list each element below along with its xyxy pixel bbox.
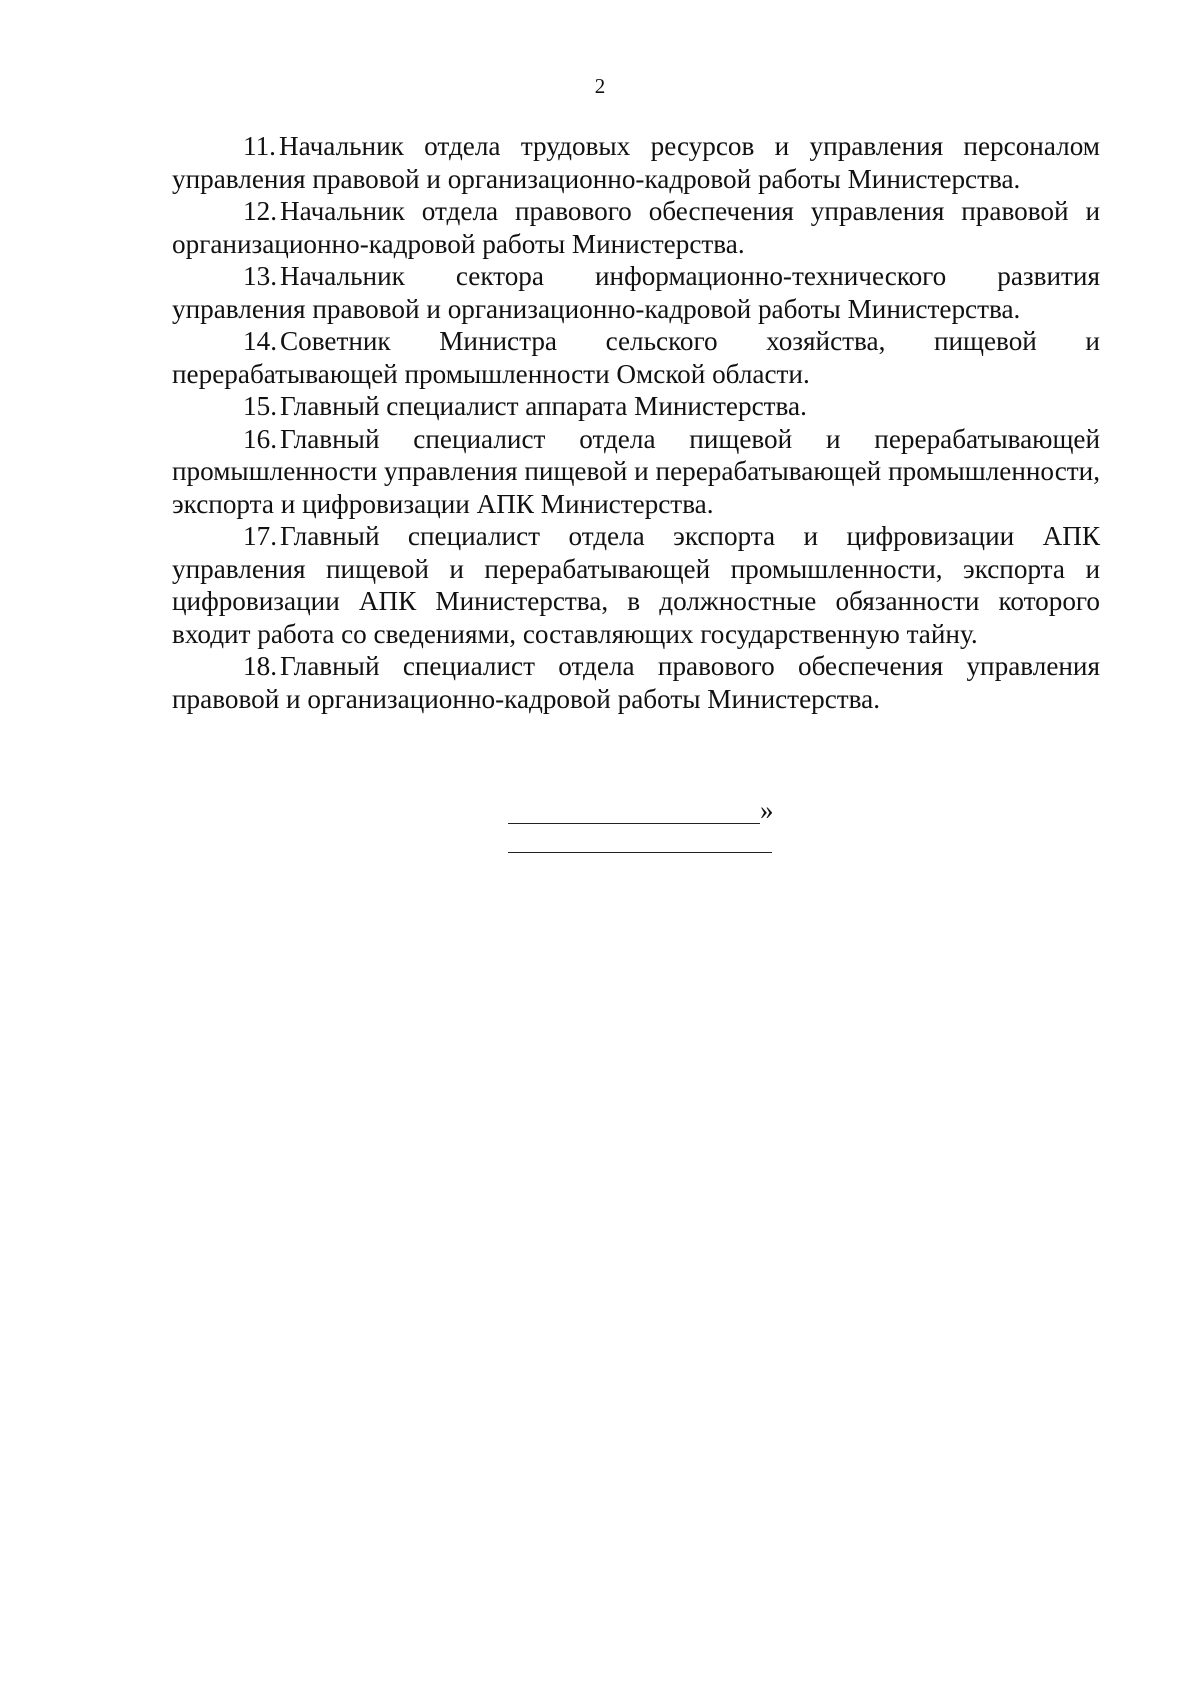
list-item <box>172 260 1100 325</box>
item-text: Начальник отдела трудовых ресурсов и управления персоналом управления правовой и организационно-кадровой работы Министерства. <box>172 131 1100 194</box>
item-number: 14. <box>243 326 277 356</box>
item-number: 16. <box>243 423 277 454</box>
closing-line-with-quote <box>508 795 778 827</box>
closing-mark <box>508 795 778 827</box>
closing-quote: » <box>760 795 774 825</box>
list-item <box>172 195 1100 260</box>
item-number: 18. <box>243 651 277 681</box>
list-item <box>172 390 1100 423</box>
page-number: 2 <box>594 74 606 98</box>
item-text: Главный специалист отдела пищевой и перерабатывающей промышленности управления пищевой и перерабатывающей промышленности, экспорта и цифровизации АПК Министерства. <box>172 423 1100 519</box>
item-text: Главный специалист аппарата Министерства. <box>279 391 807 421</box>
item-number: 15. <box>243 391 277 421</box>
list-item <box>172 325 1100 390</box>
item-number: 17. <box>243 521 277 551</box>
list-item <box>172 130 1100 195</box>
item-text: Главный специалист отдела правового обеспечения управления правовой и организационно-кадровой работы Министерства. <box>172 651 1100 714</box>
closing-rule-bottom <box>508 852 772 853</box>
item-text: Советник Министра сельского хозяйства, пищевой и перерабатывающей промышленности Омской области. <box>172 326 1100 389</box>
item-number: 11. <box>243 131 276 161</box>
item-text: Начальник отдела правового обеспечения управления правовой и организационно-кадровой работы Министерства. <box>172 196 1100 259</box>
list-item <box>172 520 1100 650</box>
item-number: 12. <box>243 196 277 226</box>
list-item <box>172 650 1100 715</box>
item-number: 13. <box>243 261 277 291</box>
positions-list <box>172 130 1100 715</box>
item-text: Главный специалист отдела экспорта и цифровизации АПК управления пищевой и перерабатывающей промышленности, экспорта и цифровизации АПК Министерства, в должностные обязанности которого входит работа со сведениями, составляющих государственную тайну. <box>172 521 1100 649</box>
item-text: Начальник сектора информационно-технического развития управления правовой и организационно-кадровой работы Министерства. <box>172 261 1100 324</box>
closing-rule <box>508 823 760 824</box>
list-item <box>172 423 1100 521</box>
